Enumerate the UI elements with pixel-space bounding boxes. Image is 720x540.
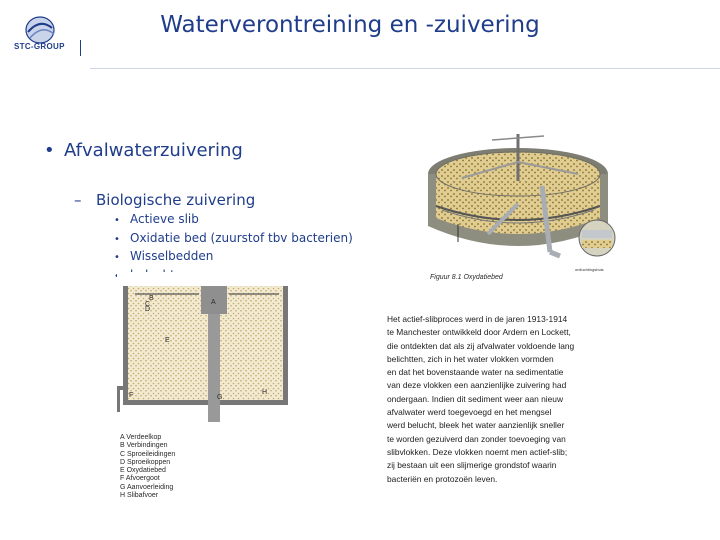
- title-divider: [90, 68, 720, 69]
- bullet-dot-icon: •: [44, 140, 55, 161]
- paragraph-line: te worden gezuiverd dan zonder toevoeging van: [387, 433, 566, 444]
- bullet-level2: [74, 191, 255, 209]
- bullet-dot-icon: •: [114, 270, 120, 282]
- page-title: Waterverontreining en -zuivering: [160, 12, 540, 38]
- list-item: • Oxidatie bed (zuurstof tbv bacterien): [114, 230, 353, 249]
- legend-item: H Slibafvoer: [120, 492, 159, 500]
- bullet-dash-icon: –: [74, 191, 82, 209]
- paragraph-line: slibvlokken. Deze vlokken noemt men actief-slib;: [387, 446, 568, 457]
- paragraph-line: te Manchester ontwikkeld door Ardern en Lockett,: [387, 327, 571, 338]
- paragraph-line: bacteriën en protozoën leven.: [387, 473, 498, 484]
- diagram-label-g: G: [217, 394, 223, 401]
- list-item: • Wisselbedden: [114, 248, 353, 267]
- paragraph-line: zij bestaan uit een slijmerige grondstof waarin: [387, 460, 557, 471]
- bullet-dot-icon: •: [114, 233, 120, 245]
- diagram-label-c: C: [145, 301, 151, 308]
- legend-item: D Sproeikoppen: [120, 458, 171, 466]
- diagram-label-a: A: [211, 299, 216, 306]
- legend-item: F Afvoergoot: [120, 475, 160, 483]
- list-item: • beluchters: [114, 267, 353, 286]
- oxidation-bed-caption: Figuur 8.1 Oxydatiebed: [430, 274, 503, 281]
- diagram-label-d: D: [145, 306, 151, 313]
- paragraph-line: en dat het bovenstaande water na sedimentatie: [387, 367, 564, 378]
- paragraph-line: van deze vlokken een aanzienlijke zuivering had: [387, 380, 567, 391]
- bullet-dot-icon: •: [114, 215, 120, 226]
- bullet-level2-text: Biologische zuivering: [96, 191, 256, 209]
- activated-sludge-paragraph: [387, 313, 609, 486]
- bullet-dot-icon: •: [114, 252, 120, 263]
- legend-item: E Oxydatiebed: [120, 467, 166, 475]
- stc-group-logo: [10, 10, 86, 60]
- oxidation-bed-illustration: [422, 126, 618, 286]
- diagram-label-h: H: [262, 389, 268, 396]
- diagram-label-f: F: [129, 392, 134, 399]
- bullet-level1-text: Afvalwaterzuivering: [64, 140, 243, 161]
- bullet-level1: [44, 140, 243, 161]
- paragraph-line: afvalwater werd toegevoegd en het mengsel: [387, 407, 552, 418]
- legend-item: G Aanvoerleiding: [120, 483, 174, 491]
- paragraph-line: die ontdekten dat als zij afvalwater voldoende lang: [387, 340, 575, 351]
- oxidation-bed-small-label: ontluchtingsbuis: [575, 267, 604, 272]
- diagram-legend: [120, 434, 175, 500]
- legend-item: A Verdeelkop: [120, 434, 162, 441]
- logo-text: STC-GROUP: [14, 42, 65, 51]
- paragraph-line: belichtten, zich in het water vlokken vormden: [387, 353, 554, 364]
- diagram-label-b: B: [149, 295, 154, 302]
- diagram-label-e: E: [165, 337, 170, 344]
- paragraph-line: werd belucht, bleek het water aanzienlijk sneller: [387, 420, 565, 431]
- list-item: • Actieve slib: [114, 211, 353, 230]
- paragraph-line: Het actief-slibproces werd in de jaren 1913-1914: [387, 314, 568, 324]
- legend-item: B Verbindingen: [120, 442, 168, 450]
- legend-item: C Sproeileidingen: [120, 450, 176, 458]
- paragraph-line: ondergaan. Indien dit sediment weer aan nieuw: [387, 393, 563, 404]
